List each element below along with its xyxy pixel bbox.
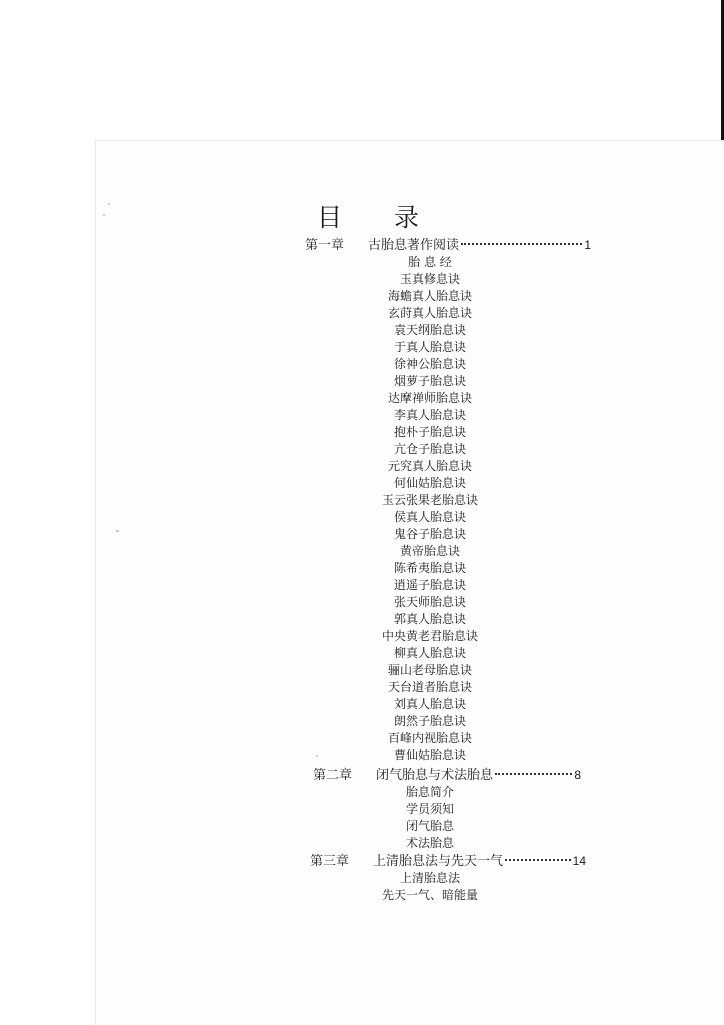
toc-entry: 骊山老母胎息诀 (387, 663, 472, 677)
toc-entry: 逍遥子胎息诀 (393, 578, 466, 592)
toc-entry: 鬼谷子胎息诀 (393, 527, 466, 541)
scan-speck (116, 530, 119, 532)
toc-entry: 天台道者胎息诀 (387, 680, 472, 694)
toc-entry: 徐神公胎息诀 (393, 357, 466, 371)
toc-entry: 抱朴子胎息诀 (393, 425, 466, 439)
toc-entry: 玄莳真人胎息诀 (387, 306, 472, 320)
toc-entry: 朗然子胎息诀 (393, 714, 466, 728)
toc-entry: 玉云张果老胎息诀 (381, 493, 478, 507)
chapter-page-number: 14 (572, 854, 586, 868)
toc-entry: 张天师胎息诀 (393, 595, 466, 609)
chapter-title: 上清胎息法与先天一气 (373, 854, 504, 869)
chapter-heading-2 (313, 766, 581, 784)
chapter-title: 闭气胎息与术法胎息 (376, 768, 494, 783)
toc-entry: 达摩禅师胎息诀 (387, 391, 472, 405)
toc-entry: 陈希夷胎息诀 (393, 561, 466, 575)
toc-entry: 柳真人胎息诀 (393, 646, 466, 660)
toc-entry: 刘真人胎息诀 (393, 697, 466, 711)
toc-entry: 胎 息 经 (408, 255, 452, 269)
chapter-heading-3 (310, 852, 586, 870)
toc-title: 目 录 (317, 203, 441, 232)
dot-leader (505, 859, 571, 861)
scan-speck (316, 755, 318, 757)
toc-entry: 于真人胎息诀 (393, 340, 466, 354)
dot-leader (495, 773, 572, 775)
chapter-heading-1 (305, 236, 591, 254)
toc-entry: 胎息简介 (405, 785, 454, 799)
toc-entry: 术法胎息 (405, 836, 454, 850)
chapter-title: 古胎息著作阅读 (368, 238, 460, 253)
toc-entry: 元究真人胎息诀 (387, 459, 472, 473)
toc-entry: 亢仓子胎息诀 (393, 442, 466, 456)
toc-entry: 曹仙姑胎息诀 (393, 748, 466, 762)
toc-entry: 李真人胎息诀 (393, 408, 466, 422)
toc-entry: 郭真人胎息诀 (393, 612, 466, 626)
chapter-number: 第二章 (313, 768, 353, 783)
toc-entry: 玉真修息诀 (399, 272, 460, 286)
toc-entry: 先天一气、暗能量 (381, 888, 478, 902)
toc-entry: 海蟾真人胎息诀 (387, 289, 472, 303)
chapter-1-entries (320, 254, 540, 764)
toc-entry: 黄帝胎息诀 (399, 544, 460, 558)
toc-entry: 上清胎息法 (399, 871, 460, 885)
chapter-number: 第一章 (305, 238, 345, 253)
toc-entry: 百峰内视胎息诀 (387, 731, 472, 745)
chapter-page-number: 8 (574, 768, 581, 782)
toc-entry: 闭气胎息 (405, 819, 454, 833)
dot-leader (461, 243, 582, 245)
toc-entry: 中央黄老君胎息诀 (381, 629, 478, 643)
chapter-3-entries (320, 870, 540, 904)
toc-entry: 烟萝子胎息诀 (393, 374, 466, 388)
toc-entry: 学员须知 (405, 802, 454, 816)
toc-entry: 侯真人胎息诀 (393, 510, 466, 524)
toc-entry: 何仙姑胎息诀 (393, 476, 466, 490)
toc-entry: 袁天纲胎息诀 (393, 323, 466, 337)
chapter-number: 第三章 (310, 854, 350, 869)
chapter-page-number: 1 (584, 238, 591, 252)
chapter-2-entries (320, 784, 540, 852)
